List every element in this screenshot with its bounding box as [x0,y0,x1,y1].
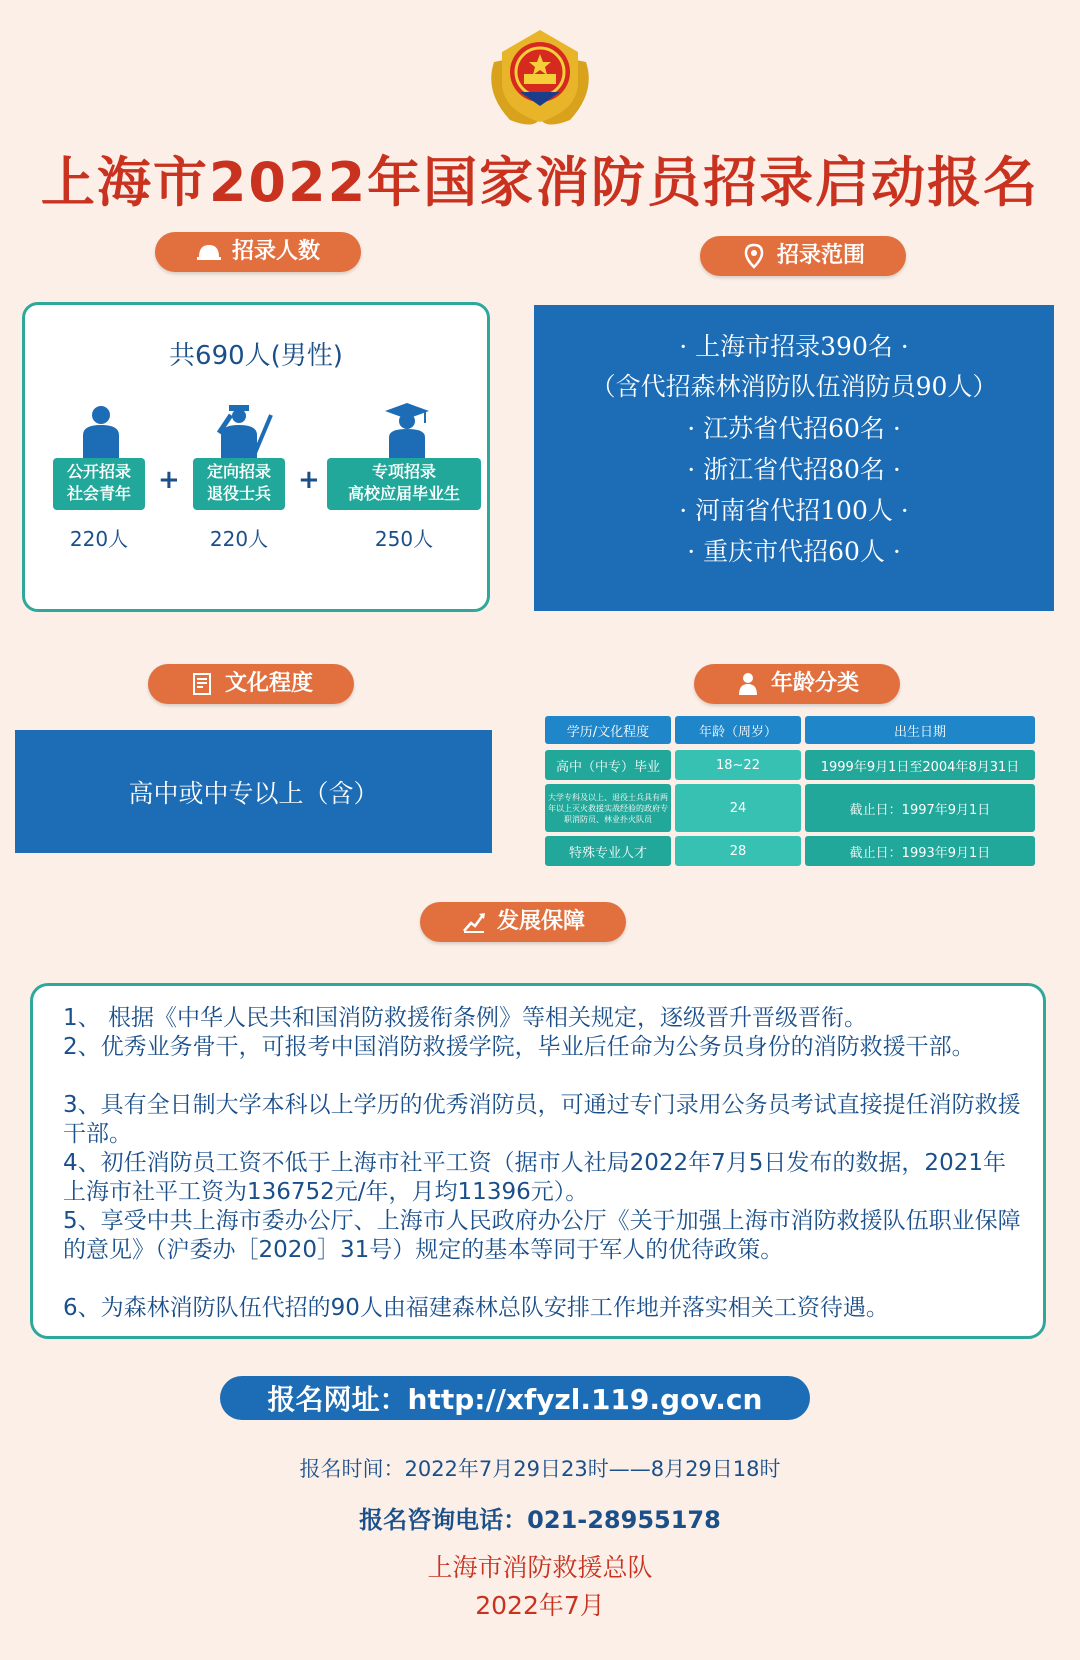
education-text: 高中或中专以上（含） [128,778,379,808]
development-item: 2、优秀业务骨干，可报考中国消防救援学院，毕业后任命为公务员身份的消防救援干部。 [63,1034,975,1060]
category-veteran-line2: 退役士兵 [206,484,271,503]
category-veteran-count: 220人 [209,527,269,551]
section-edu-label: 文化程度 [224,671,313,696]
fire-rescue-emblem [480,22,600,132]
category-civilian-line2: 社会青年 [66,484,131,503]
plus-sign: + [298,465,320,495]
section-scope-label: 招录范围 [776,243,865,268]
section-dev-pill [420,902,626,942]
section-dev-label: 发展保障 [496,909,585,934]
section-count-label: 招录人数 [231,239,320,264]
age-table-cell: 高中（中专）毕业 [545,750,671,780]
development-item: 5、享受中共上海市委办公厅、上海市人民政府办公厅《关于加强上海市消防救援队伍职业保障的意见》（沪委办［2020］31号）规定的基本等同于军人的优待政策。 [63,1208,1021,1263]
section-count-pill [155,232,361,272]
age-table-header: 学历/文化程度 [545,716,671,744]
category-graduate-count: 250人 [374,527,434,551]
age-table-cell: 大学专科及以上、退役士兵具有两年以上灭火救援实战经验的政府专职消防员、林业扑火队员 [545,784,671,832]
development-item: 1、 根据《中华人民共和国消防救援衔条例》等相关规定，逐级晋升晋级晋衔。 [63,1005,867,1031]
age-table-header: 出生日期 [805,716,1035,744]
helmet-icon [196,239,222,265]
category-civilian-line1: 公开招录 [66,462,131,481]
age-table-cell: 18~22 [675,750,801,780]
scope-line: · 江苏省代招60名 · [687,414,901,443]
category-graduate-line2: 高校应届毕业生 [347,484,460,503]
scope-line: · 上海市招录390名 · [679,332,909,361]
category-veteran-line1: 定向招录 [206,462,271,481]
recruit-scope-box [534,305,1054,611]
section-age-pill [694,664,900,704]
document-icon [189,671,215,697]
age-table-cell: 1999年9月1日至2004年8月31日 [805,750,1035,780]
location-pin-icon [741,243,767,269]
category-civilian-count: 220人 [69,527,129,551]
category-civilian [53,458,145,510]
page-title: 上海市2022年国家消防员招录启动报名 [40,151,1040,214]
issuing-organization: 上海市消防救援总队 [427,1553,653,1582]
age-table-cell: 特殊专业人才 [545,836,671,866]
age-table-header: 年龄（周岁） [675,716,801,744]
recruit-count-box [22,302,490,612]
category-graduate [327,458,481,510]
age-table-cell: 28 [675,836,801,866]
plus-sign: + [158,465,180,495]
category-graduate-line1: 专项招录 [371,462,436,481]
scope-line: · 河南省代招100人 · [679,496,909,525]
scope-line: · 浙江省代招80名 · [687,455,901,484]
growth-chart-icon [461,909,487,935]
registration-url[interactable]: 报名网址：http://xfyzl.119.gov.cn [220,1376,810,1420]
development-item: 6、为森林消防队伍代招的90人由福建森林总队安排工作地并落实相关工资待遇。 [63,1295,889,1321]
soldier-salute-icon [215,403,273,459]
age-table-cell: 截止日：1993年9月1日 [805,836,1035,866]
section-edu-pill [148,664,354,704]
scope-line: · 重庆市代招60人 · [687,537,901,566]
issue-date: 2022年7月 [475,1591,605,1620]
section-age-label: 年龄分类 [770,671,859,696]
age-table-cell: 截止日：1997年9月1日 [805,784,1035,832]
recruit-total: 共690人(男性) [169,341,343,371]
development-item: 4、初任消防员工资不低于上海市社平工资（据市人社局2022年7月5日发布的数据，2021年上海市社平工资为136752元/年，月均11396元）。 [63,1150,1006,1205]
education-box [15,730,492,853]
graduate-cap-icon [385,403,429,459]
section-scope-pill [700,236,906,276]
development-item: 3、具有全日制大学本科以上学历的优秀消防员，可通过专门录用公务员考试直接提任消防救援干部。 [63,1092,1021,1147]
consult-phone: 报名咨询电话：021-28955178 [359,1506,721,1534]
civilian-person-icon [79,405,123,461]
age-table-cell: 24 [675,784,801,832]
scope-line: （含代招森林消防队伍消防员90人） [590,372,998,401]
development-box [30,983,1046,1339]
category-veteran [193,458,285,510]
person-icon [735,671,761,697]
registration-time: 报名时间：2022年7月29日23时——8月29日18时 [299,1457,781,1481]
